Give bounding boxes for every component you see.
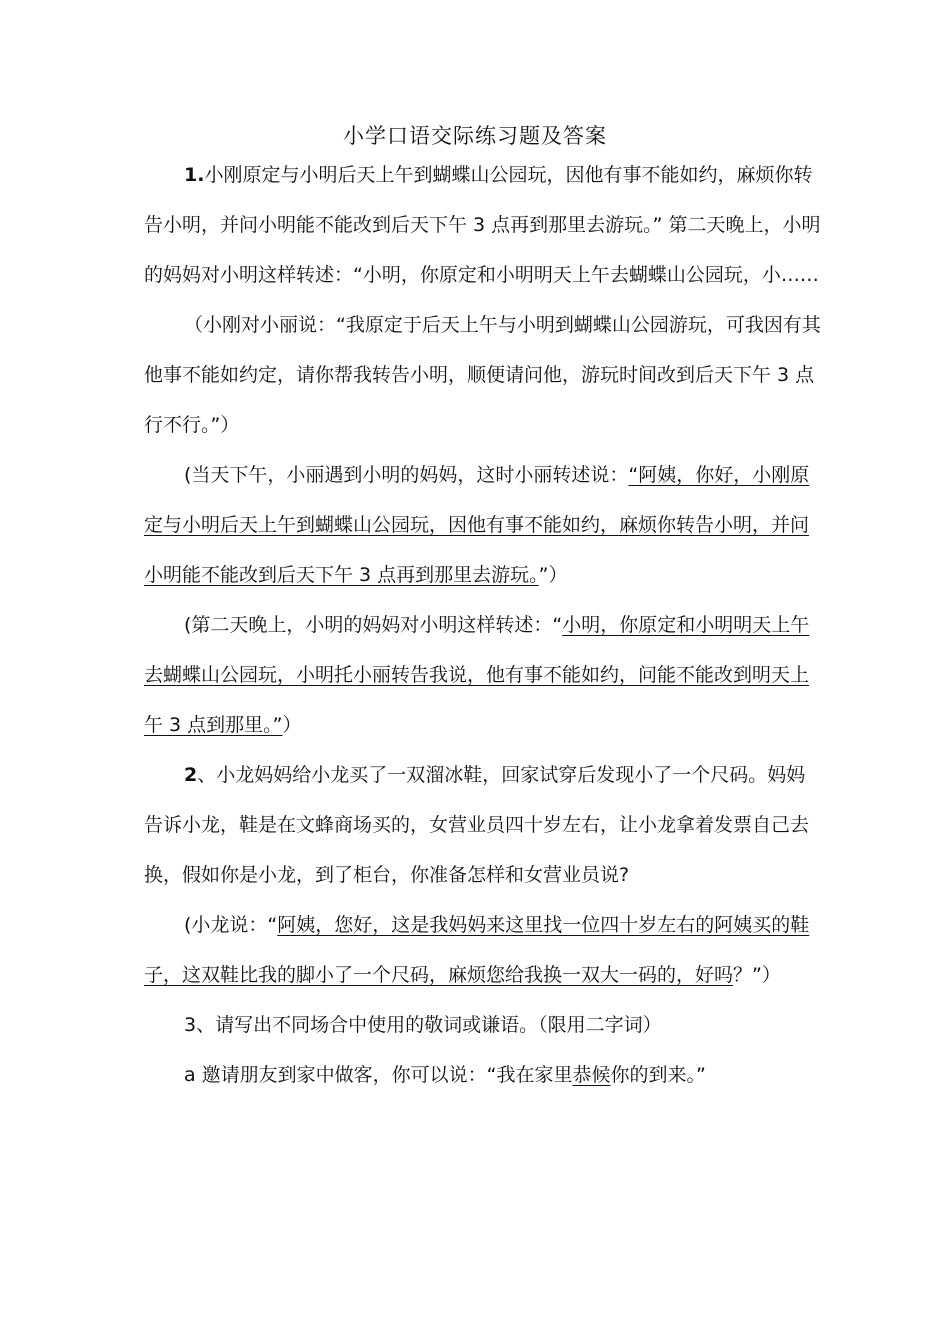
question-text: 小刚原定与小明后天上午到蝴蝶山公园玩，因他有事不能如约，麻烦你转告小明，并问小明能不能改到后天下午 3 点再到那里去游玩。” 第二天晚上，小明的妈妈对小明这样转述：“小明，你原定和小明明天上午去蝴蝶山公园玩，小……	[144, 164, 821, 286]
answer-1-xiaogang: （小刚对小丽说：“我原定于后天上午与小明到蝴蝶山公园游玩，可我因有其他事不能如约定，请你帮我转告小明，顺便请问他，游玩时间改到后天下午 3 点行不行。”）	[144, 314, 821, 436]
document-title: 小学口语交际练习题及答案	[343, 124, 607, 148]
answer-3a	[144, 1050, 824, 1100]
answer-suffix: ）	[282, 714, 302, 736]
answer-prefix: a 邀请朋友到家中做客，你可以说：“我在家里	[184, 1064, 573, 1086]
answer-underlined: 恭候	[572, 1064, 611, 1086]
answer-suffix: ？”）	[733, 964, 781, 986]
question-3: 3、请写出不同场合中使用的敬词或谦语。（限用二字词）	[184, 1014, 662, 1036]
question-number: 2	[184, 764, 198, 786]
answer-prefix: (第二天晚上，小明的妈妈对小明这样转述：“	[184, 614, 563, 636]
answer-underlined: 阿姨，您好，这是我妈妈来这里找一位四十岁左右的阿姨买的鞋子，这双鞋比我的脚小了一个尺码，麻烦您给我换一双大一码的，好吗	[144, 914, 810, 986]
answer-2	[144, 900, 824, 1000]
answer-prefix: (小龙说：“	[184, 914, 278, 936]
answer-1-xiaoli	[144, 450, 824, 600]
question-1	[144, 150, 824, 300]
question-2	[144, 750, 824, 900]
answer-prefix: (当天下午，小丽遇到小明的妈妈，这时小丽转述说：	[184, 464, 629, 486]
document-body	[144, 150, 824, 1100]
question-number: 1.	[184, 164, 205, 186]
answer-underlined: 小明，你原定和小明明天上午去蝴蝶山公园玩，小明托小丽转告我说，他有事不能如约，问能不能改到明天上午 3 点到那里。”	[144, 614, 810, 736]
answer-1-mother	[144, 600, 824, 750]
answer-suffix: ”）	[538, 564, 568, 586]
answer-suffix: 你的到来。”	[610, 1064, 706, 1086]
question-text: 、小龙妈妈给小龙买了一双溜冰鞋，回家试穿后发现小了一个尺码。妈妈告诉小龙，鞋是在文蜂商场买的，女营业员四十岁左右，让小龙拿着发票自己去换，假如你是小龙，到了柜台，你准备怎样和女营业员说?	[144, 764, 810, 886]
answer-underlined: “阿姨，你好，小刚原定与小明后天上午到蝴蝶山公园玩，因他有事不能如约，麻烦你转告小明，并问小明能不能改到后天下午 3 点再到那里去游玩。	[144, 464, 810, 586]
